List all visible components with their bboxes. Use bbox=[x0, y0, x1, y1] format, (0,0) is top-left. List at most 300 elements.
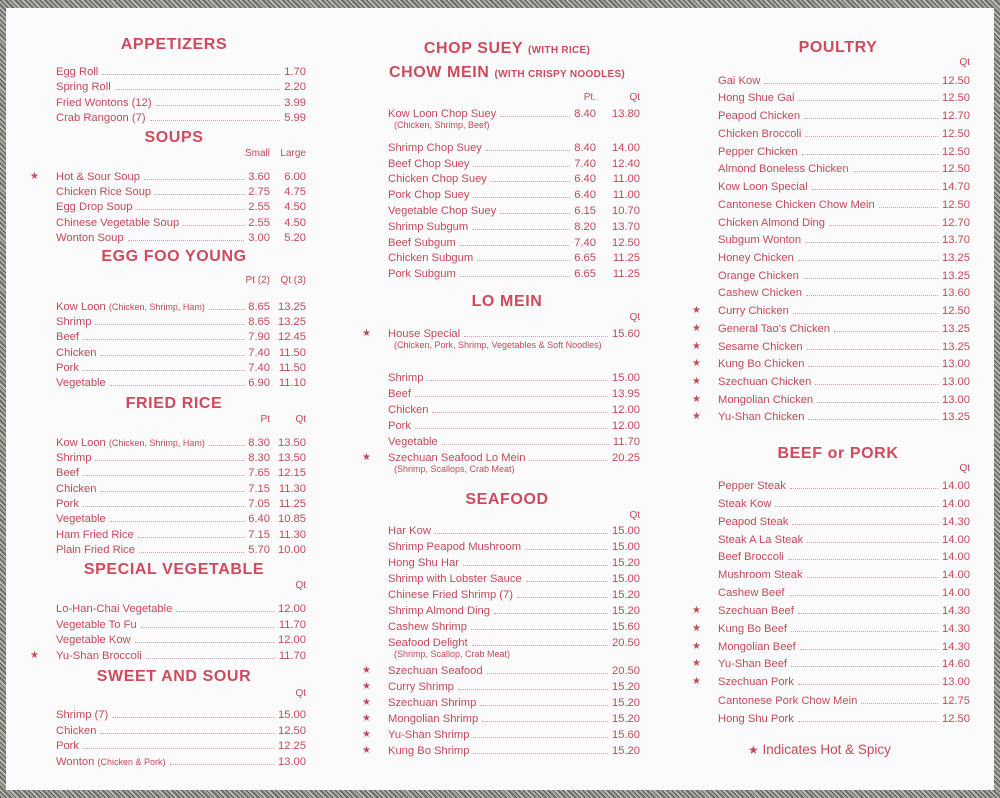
menu-item-name bbox=[718, 232, 801, 248]
leader-dots bbox=[144, 179, 244, 180]
spicy-star-icon: ★ bbox=[362, 745, 371, 756]
menu-item bbox=[42, 110, 306, 126]
menu-item-price: 14.00 bbox=[942, 569, 970, 581]
menu-item-price: 15.00 bbox=[612, 573, 640, 585]
spicy-star-icon: ★ bbox=[692, 605, 701, 616]
menu-item-name bbox=[388, 250, 473, 266]
menu-item-price: 14.00 bbox=[612, 142, 640, 154]
menu-item bbox=[42, 511, 306, 527]
menu-item-price: 11.70 bbox=[278, 650, 306, 662]
menu-item-name-text: Spring Roll bbox=[56, 81, 111, 93]
leader-dots bbox=[806, 295, 938, 296]
leader-dots bbox=[791, 666, 938, 667]
leader-dots bbox=[800, 649, 938, 650]
menu-item-name bbox=[718, 144, 798, 160]
menu-item bbox=[692, 339, 972, 355]
menu-item-name-text: Chicken Broccoli bbox=[718, 128, 802, 140]
menu-item-name bbox=[56, 230, 124, 246]
menu-item-name bbox=[56, 329, 79, 345]
menu-item bbox=[704, 711, 972, 727]
menu-item bbox=[42, 79, 306, 95]
leader-dots bbox=[808, 366, 938, 367]
leader-dots bbox=[183, 225, 244, 226]
menu-item-name-text: Shrimp bbox=[56, 452, 92, 464]
menu-item-name bbox=[56, 723, 96, 739]
menu-item-name-text: Beef Chop Suey bbox=[388, 158, 470, 170]
menu-item bbox=[42, 738, 306, 754]
menu-item-price: 2.75 bbox=[248, 186, 270, 198]
leader-dots bbox=[798, 260, 938, 261]
menu-item-name bbox=[718, 215, 825, 231]
menu-item bbox=[42, 465, 306, 481]
menu-item-price: 13.00 bbox=[278, 756, 306, 768]
menu-item bbox=[692, 356, 972, 372]
section-title-text: SPECIAL VEGETABLE bbox=[83, 561, 265, 578]
menu-item-name bbox=[388, 140, 482, 156]
leader-dots bbox=[853, 171, 938, 172]
menu-item bbox=[704, 549, 972, 565]
menu-item-name-text: Kung Bo Beef bbox=[718, 623, 788, 635]
menu-item-name-text: Hot & Sour Soup bbox=[56, 171, 140, 183]
spicy-star-icon: ★ bbox=[362, 328, 371, 339]
menu-item-price: 13.80 bbox=[612, 108, 640, 120]
menu-item bbox=[374, 539, 640, 555]
price-column-header: Pt. bbox=[583, 92, 596, 103]
leader-dots bbox=[815, 384, 938, 385]
menu-item-name bbox=[718, 656, 787, 672]
menu-item-price: 15.20 bbox=[612, 605, 640, 617]
menu-item bbox=[692, 374, 972, 390]
menu-item-price: 12.50 bbox=[942, 305, 970, 317]
menu-item bbox=[374, 235, 640, 251]
menu-item-name bbox=[56, 215, 179, 231]
menu-item-name bbox=[388, 235, 456, 251]
menu-item-note: (Chicken, Shrimp, Ham) bbox=[108, 302, 205, 312]
menu-item bbox=[704, 285, 972, 301]
menu-item-price: 15.00 bbox=[612, 541, 640, 553]
menu-item-name bbox=[718, 268, 799, 284]
menu-item-name-text: Yu-Shan Shrimp bbox=[388, 729, 470, 741]
menu-item-name-text: Pork bbox=[56, 362, 80, 374]
section-title-text: SOUPS bbox=[144, 129, 204, 146]
leader-dots bbox=[135, 642, 274, 643]
menu-item-name bbox=[388, 370, 423, 386]
menu-item bbox=[30, 648, 306, 664]
leader-dots bbox=[805, 242, 938, 243]
leader-dots bbox=[150, 120, 281, 121]
menu-item-price: 15.60 bbox=[612, 621, 640, 633]
section-title-text: POULTRY bbox=[798, 39, 878, 56]
menu-item-name bbox=[718, 161, 849, 177]
spicy-star-icon: ★ bbox=[362, 713, 371, 724]
leader-dots bbox=[176, 611, 274, 612]
menu-item-name bbox=[718, 711, 794, 727]
leader-dots bbox=[170, 764, 275, 765]
menu-item bbox=[692, 656, 972, 672]
leader-dots bbox=[805, 136, 938, 137]
menu-item-name bbox=[56, 632, 131, 648]
menu-item-name bbox=[56, 110, 146, 126]
spicy-star-icon: ★ bbox=[692, 305, 701, 316]
spicy-star-icon: ★ bbox=[692, 376, 701, 387]
menu-item-description: (Shrimp, Scallops, Crab Meat) bbox=[394, 464, 515, 474]
menu-item-price: 12.70 bbox=[942, 217, 970, 229]
leader-dots bbox=[460, 245, 570, 246]
menu-item bbox=[42, 617, 306, 633]
menu-item-price: 5.20 bbox=[284, 232, 306, 244]
menu-item-name-text: Szechuan Chicken bbox=[718, 376, 812, 388]
menu-item bbox=[374, 140, 640, 156]
menu-item-name bbox=[388, 571, 522, 587]
menu-item-price: 13.95 bbox=[612, 388, 640, 400]
menu-item bbox=[692, 603, 972, 619]
menu-item-price: 2.55 bbox=[248, 217, 270, 229]
leader-dots bbox=[473, 753, 608, 754]
menu-item-price: 6.00 bbox=[284, 171, 306, 183]
menu-item bbox=[42, 329, 306, 345]
price-column-header: Qt bbox=[295, 688, 306, 699]
menu-item-name bbox=[56, 601, 172, 617]
menu-item-name-text: Orange Chicken bbox=[718, 270, 799, 282]
menu-item-price: 13.00 bbox=[942, 394, 970, 406]
menu-item-price: 6.90 bbox=[248, 377, 270, 389]
menu-item-name-text: Kow Loon Special bbox=[718, 181, 808, 193]
menu-item bbox=[42, 450, 306, 466]
menu-item bbox=[42, 299, 306, 315]
leader-dots bbox=[460, 276, 570, 277]
menu-item bbox=[42, 375, 306, 391]
leader-dots bbox=[793, 313, 938, 314]
menu-item-name bbox=[56, 375, 106, 391]
spicy-star-icon: ★ bbox=[692, 394, 701, 405]
menu-item-name-text: Subgum Wonton bbox=[718, 234, 802, 246]
leader-dots bbox=[427, 380, 608, 381]
menu-item-price: 13.25 bbox=[942, 323, 970, 335]
menu-item-name bbox=[56, 79, 111, 95]
menu-item bbox=[374, 156, 640, 172]
menu-item-price: 11.00 bbox=[612, 189, 640, 201]
section-title-text: EGG FOO YOUNG bbox=[101, 248, 247, 265]
menu-item-price: 13.50 bbox=[278, 437, 306, 449]
menu-item bbox=[362, 727, 640, 743]
menu-item-price: 6.65 bbox=[574, 252, 596, 264]
menu-item-name-text: Egg Roll bbox=[56, 66, 99, 78]
menu-item-name-text: Pepper Steak bbox=[718, 480, 786, 492]
menu-item bbox=[704, 144, 972, 160]
menu-item-price: 12.25 bbox=[278, 740, 306, 752]
menu-item-name-text: House Special bbox=[388, 328, 461, 340]
menu-item-price: 11.70 bbox=[612, 436, 640, 448]
menu-item-name-text: Chinese Fried Shrimp (7) bbox=[388, 589, 513, 601]
menu-item-name-text: Chicken bbox=[56, 347, 97, 359]
menu-item-name-text: Beef bbox=[388, 388, 412, 400]
menu-item-name-text: Pork Subgum bbox=[388, 268, 456, 280]
menu-item-name-text: Szechuan Shrimp bbox=[388, 697, 477, 709]
menu-item bbox=[704, 232, 972, 248]
section-title-chow-mein bbox=[374, 64, 640, 82]
menu-item-name-text: Vegetable Kow bbox=[56, 634, 131, 646]
menu-item bbox=[374, 555, 640, 571]
menu-item-name-text: Ham Fried Rice bbox=[56, 529, 134, 541]
menu-item bbox=[692, 409, 972, 425]
menu-item-name bbox=[56, 184, 151, 200]
menu-item bbox=[374, 523, 640, 539]
menu-item-name-text: Beef Broccoli bbox=[718, 551, 784, 563]
menu-item-price: 13.25 bbox=[278, 316, 306, 328]
menu-item-price: 7.15 bbox=[248, 483, 270, 495]
menu-item bbox=[374, 619, 640, 635]
spicy-star-icon: ★ bbox=[692, 641, 701, 652]
menu-item-name-text: Yu-Shan Broccoli bbox=[56, 650, 142, 662]
menu-item-name-text: Shrimp (7) bbox=[56, 709, 109, 721]
menu-item-price: 15.20 bbox=[612, 713, 640, 725]
leader-dots bbox=[141, 627, 275, 628]
menu-item-name bbox=[718, 126, 801, 142]
menu-item-price: 2.20 bbox=[284, 81, 306, 93]
spicy-star-icon: ★ bbox=[692, 411, 701, 422]
star-icon: ★ bbox=[748, 743, 759, 757]
menu-item bbox=[362, 711, 640, 727]
leader-dots bbox=[432, 412, 608, 413]
menu-item-price: 15.20 bbox=[612, 557, 640, 569]
leader-dots bbox=[146, 658, 275, 659]
menu-item-price: 11.25 bbox=[612, 268, 640, 280]
leader-dots bbox=[100, 355, 244, 356]
menu-item-name-text: Lo-Han-Chai Vegetable bbox=[56, 603, 173, 615]
menu-item-name bbox=[388, 695, 476, 711]
leader-dots bbox=[83, 370, 244, 371]
spicy-star-icon: ★ bbox=[692, 676, 701, 687]
menu-item-price: 14.70 bbox=[942, 181, 970, 193]
price-column-header: Small bbox=[244, 148, 270, 159]
leader-dots bbox=[500, 116, 570, 117]
leader-dots bbox=[807, 577, 938, 578]
legend bbox=[748, 742, 891, 757]
menu-item bbox=[362, 695, 640, 711]
menu-item-price: 12.00 bbox=[612, 404, 640, 416]
menu-item-description: (Chicken, Pork, Shrimp, Vegetables & Soft Noodles) bbox=[394, 340, 602, 350]
spicy-star-icon: ★ bbox=[692, 323, 701, 334]
menu-item-name bbox=[718, 339, 803, 355]
menu-item bbox=[704, 197, 972, 213]
menu-item-name bbox=[718, 496, 771, 512]
menu-item-price: 8.20 bbox=[574, 221, 596, 233]
menu-item-price: 12.00 bbox=[278, 634, 306, 646]
menu-item-name-text: Pork bbox=[388, 420, 412, 432]
menu-item-price: 13.00 bbox=[942, 376, 970, 388]
menu-item bbox=[704, 161, 972, 177]
menu-item bbox=[704, 126, 972, 142]
menu-item-price: 11.30 bbox=[278, 529, 306, 541]
menu-item-price: 11.25 bbox=[612, 252, 640, 264]
leader-dots bbox=[128, 240, 245, 241]
menu-item-price: 13.50 bbox=[278, 452, 306, 464]
leader-dots bbox=[798, 613, 938, 614]
section-title-text: APPETIZERS bbox=[120, 36, 228, 53]
leader-dots bbox=[473, 166, 570, 167]
leader-dots bbox=[112, 717, 274, 718]
menu-item-name bbox=[388, 434, 438, 450]
price-column-header: Pt (2) bbox=[245, 275, 270, 286]
menu-item-price: 8.40 bbox=[574, 142, 596, 154]
leader-dots bbox=[139, 552, 244, 553]
menu-item-name-text: Szechuan Beef bbox=[718, 605, 794, 617]
menu-item bbox=[692, 674, 972, 690]
price-column-header: Qt bbox=[959, 57, 970, 68]
leader-dots bbox=[792, 524, 938, 525]
menu-item-price: 12.50 bbox=[942, 199, 970, 211]
menu-item-name-text: Pepper Chicken bbox=[718, 146, 798, 158]
menu-item-name-text: Gai Kow bbox=[718, 75, 761, 87]
menu-item bbox=[374, 603, 640, 619]
menu-item-price: 14.00 bbox=[942, 534, 970, 546]
leader-dots bbox=[209, 445, 244, 446]
menu-item-price: 12.50 bbox=[942, 163, 970, 175]
menu-item-name bbox=[388, 402, 428, 418]
spicy-star-icon: ★ bbox=[362, 697, 371, 708]
menu-item-price: 13.60 bbox=[942, 287, 970, 299]
menu-item bbox=[42, 632, 306, 648]
section-title-appetizers bbox=[42, 36, 306, 54]
menu-item-name-text: Mushroom Steak bbox=[718, 569, 803, 581]
menu-item-name-text: Kung Bo Chicken bbox=[718, 358, 805, 370]
menu-item-price: 13.25 bbox=[942, 270, 970, 282]
menu-item-name-text: Shrimp bbox=[56, 316, 92, 328]
menu-item bbox=[704, 215, 972, 231]
spicy-star-icon: ★ bbox=[692, 341, 701, 352]
menu-item bbox=[704, 179, 972, 195]
leader-dots bbox=[464, 336, 608, 337]
menu-item-price: 5.99 bbox=[284, 112, 306, 124]
menu-item bbox=[374, 402, 640, 418]
menu-item-name-text: Kow Loon bbox=[56, 437, 106, 449]
menu-item bbox=[30, 169, 306, 185]
price-column-header: Qt bbox=[629, 92, 640, 103]
menu-item bbox=[42, 723, 306, 739]
menu-item bbox=[692, 392, 972, 408]
menu-item-name bbox=[718, 639, 796, 655]
leader-dots bbox=[95, 460, 244, 461]
menu-item-name bbox=[56, 465, 79, 481]
menu-item bbox=[42, 230, 306, 246]
menu-item-price: 20.25 bbox=[612, 452, 640, 464]
section-title-text: FRIED RICE bbox=[125, 395, 223, 412]
menu-item bbox=[362, 679, 640, 695]
menu-item-name-text: Kow Loon bbox=[56, 301, 106, 313]
menu-item-name bbox=[56, 648, 142, 664]
menu-item-name bbox=[388, 171, 487, 187]
menu-item-price: 1.70 bbox=[284, 66, 306, 78]
menu-item-name bbox=[388, 539, 521, 555]
menu-item-name-text: Mongolian Beef bbox=[718, 641, 796, 653]
menu-item-name bbox=[718, 250, 794, 266]
menu-item-price: 7.40 bbox=[574, 237, 596, 249]
menu-item-name bbox=[718, 409, 804, 425]
section-title-text: LO MEIN bbox=[471, 293, 543, 310]
menu-item-name-text: Chicken Subgum bbox=[388, 252, 474, 264]
menu-item-price: 6.65 bbox=[574, 268, 596, 280]
leader-dots bbox=[804, 118, 938, 119]
section-title-soups bbox=[42, 129, 306, 147]
legend-text: Indicates Hot & Spicy bbox=[762, 742, 891, 757]
leader-dots bbox=[95, 324, 244, 325]
leader-dots bbox=[790, 488, 938, 489]
spicy-star-icon: ★ bbox=[30, 171, 39, 182]
leader-dots bbox=[879, 207, 938, 208]
menu-item-price: 7.40 bbox=[574, 158, 596, 170]
leader-dots bbox=[442, 444, 609, 445]
section-title-text: CHOW MEIN bbox=[388, 64, 490, 81]
leader-dots bbox=[473, 197, 570, 198]
menu-item-price: 12.15 bbox=[278, 467, 306, 479]
menu-item-name bbox=[388, 219, 468, 235]
section-title-chop-suey-chow-mein bbox=[374, 40, 640, 58]
leader-dots bbox=[100, 733, 274, 734]
menu-item bbox=[374, 203, 640, 219]
leader-dots bbox=[807, 542, 938, 543]
menu-item-price: 7.15 bbox=[248, 529, 270, 541]
menu-item-price: 20.50 bbox=[612, 665, 640, 677]
leader-dots bbox=[791, 631, 938, 632]
leader-dots bbox=[798, 721, 938, 722]
menu-item-price: 8.40 bbox=[574, 108, 596, 120]
spicy-star-icon: ★ bbox=[362, 665, 371, 676]
section-title-text: SEAFOOD bbox=[465, 491, 549, 508]
menu-item-name-text: Mongolian Chicken bbox=[718, 394, 814, 406]
menu-item-price: 3.00 bbox=[248, 232, 270, 244]
menu-item-name bbox=[718, 567, 803, 583]
menu-item-description: (Shrimp, Scallop, Crab Meat) bbox=[394, 649, 511, 659]
leader-dots bbox=[155, 194, 244, 195]
menu-item-name bbox=[56, 450, 91, 466]
menu-item-price: 14.60 bbox=[942, 658, 970, 670]
menu-item-name-text: Har Kow bbox=[388, 525, 431, 537]
menu-item-price: 11.50 bbox=[278, 347, 306, 359]
menu-item-price: 10.85 bbox=[278, 513, 306, 525]
menu-item-name-text: Hong Shue Gai bbox=[718, 92, 795, 104]
menu-item bbox=[704, 478, 972, 494]
section-title-lo-mein bbox=[374, 293, 640, 311]
menu-item-name-text: Curry Chicken bbox=[718, 305, 789, 317]
leader-dots bbox=[435, 533, 608, 534]
menu-item bbox=[692, 303, 972, 319]
leader-dots bbox=[473, 737, 608, 738]
menu-item-price: 12.00 bbox=[612, 420, 640, 432]
menu-item-name bbox=[718, 514, 788, 530]
menu-item-name bbox=[388, 266, 456, 282]
leader-dots bbox=[482, 721, 608, 722]
menu-item bbox=[42, 496, 306, 512]
menu-item-price: 15.20 bbox=[612, 697, 640, 709]
price-column-header: Qt (3) bbox=[280, 275, 306, 286]
leader-dots bbox=[775, 506, 938, 507]
menu-item-name bbox=[388, 603, 490, 619]
menu-item-name-text: Cashew Beef bbox=[718, 587, 785, 599]
menu-item-name-text: Chicken Rice Soup bbox=[56, 186, 152, 198]
menu-item-name-text: General Tao's Chicken bbox=[718, 323, 830, 335]
leader-dots bbox=[764, 83, 938, 84]
leader-dots bbox=[812, 189, 938, 190]
leader-dots bbox=[861, 703, 938, 704]
menu-item bbox=[374, 434, 640, 450]
menu-item-name bbox=[56, 511, 106, 527]
menu-item-name bbox=[56, 95, 152, 111]
spicy-star-icon: ★ bbox=[692, 623, 701, 634]
leader-dots bbox=[788, 559, 938, 560]
leader-dots bbox=[83, 506, 244, 507]
menu-item-name bbox=[718, 478, 786, 494]
menu-item-name-text: Crab Rangoon (7) bbox=[56, 112, 146, 124]
